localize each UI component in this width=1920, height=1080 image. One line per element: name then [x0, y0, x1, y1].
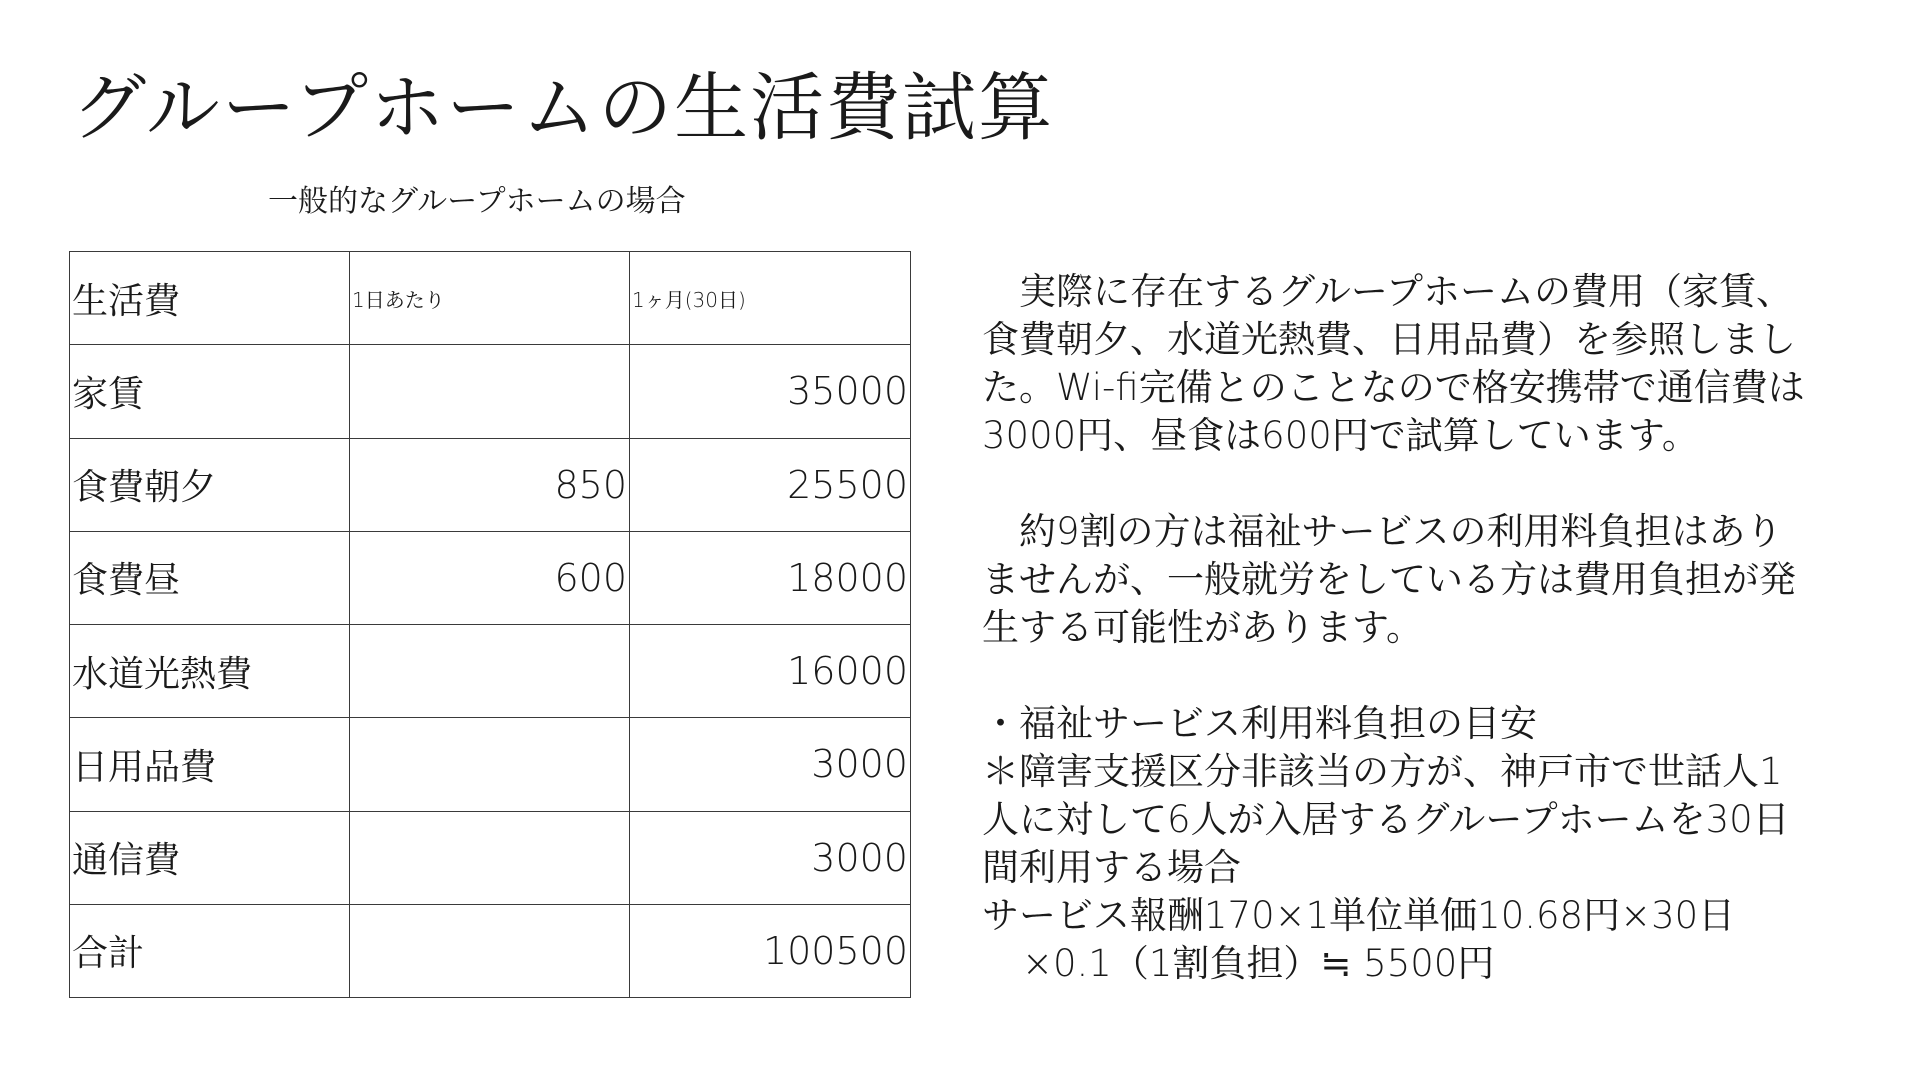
note-line: 実際に存在するグループホームの費用（家賃、 — [982, 270, 1794, 313]
note-line: ませんが、一般就労をしている方は費用負担が発 — [982, 558, 1796, 601]
cell-per-day — [350, 811, 630, 904]
note-line: 生する可能性があります。 — [982, 606, 1424, 649]
cell-per-month: 35000 — [630, 345, 911, 438]
page-subtitle: 一般的なグループホームの場合 — [268, 184, 686, 219]
cell-per-day: 600 — [350, 531, 630, 624]
cell-item: 通信費 — [70, 811, 350, 904]
cell-item: 水道光熱費 — [70, 625, 350, 718]
note-line: サービス報酬170×1単位単価10.68円×30日 — [982, 894, 1736, 937]
note-line: ＊障害支援区分非該当の方が、神戸市で世話人1 — [982, 750, 1783, 793]
note-line: ・福祉サービス利用料負担の目安 — [982, 702, 1537, 745]
table-row-utilities — [70, 625, 911, 718]
table-row-food-breakfast-dinner — [70, 438, 911, 531]
header-per-day: 1日あたり — [350, 252, 630, 345]
table-row-communication — [70, 811, 911, 904]
cell-per-month: 18000 — [630, 531, 911, 624]
table-row-food-lunch — [70, 531, 911, 624]
table-header-row — [70, 252, 911, 345]
cell-per-month: 16000 — [630, 625, 911, 718]
cell-item: 食費朝夕 — [70, 438, 350, 531]
paragraph-spacer — [982, 652, 1882, 700]
cell-per-day — [350, 345, 630, 438]
cell-per-month: 3000 — [630, 811, 911, 904]
cell-per-day: 850 — [350, 438, 630, 531]
explanation-notes — [982, 268, 1882, 988]
cell-item: 家賃 — [70, 345, 350, 438]
note-line: 間利用する場合 — [982, 846, 1241, 889]
header-living-cost: 生活費 — [70, 252, 350, 345]
living-cost-table — [69, 251, 911, 998]
cell-per-month: 3000 — [630, 718, 911, 811]
cell-per-day — [350, 904, 630, 997]
table-row-rent — [70, 345, 911, 438]
cell-per-month: 25500 — [630, 438, 911, 531]
note-line: ×0.1（1割負担）≒ 5500円 — [1022, 942, 1495, 985]
cell-per-month: 100500 — [630, 904, 911, 997]
note-line: た。Wi-fi完備とのことなので格安携帯で通信費は — [982, 366, 1805, 409]
cell-per-day — [350, 625, 630, 718]
cell-item: 食費昼 — [70, 531, 350, 624]
header-per-month: 1ヶ月(30日) — [630, 252, 911, 345]
note-line: 約9割の方は福祉サービスの利用料負担はあり — [982, 510, 1783, 553]
table-row-daily-goods — [70, 718, 911, 811]
note-line: 食費朝夕、水道光熱費、日用品費）を参照しまし — [982, 318, 1796, 361]
paragraph-spacer — [982, 460, 1882, 508]
table-row-total — [70, 904, 911, 997]
note-line: 3000円、昼食は600円で試算しています。 — [982, 414, 1699, 457]
note-line: 人に対して6人が入居するグループホームを30日 — [982, 798, 1790, 841]
cell-item: 合計 — [70, 904, 350, 997]
cell-item: 日用品費 — [70, 718, 350, 811]
cell-per-day — [350, 718, 630, 811]
page-title: グループホームの生活費試算 — [72, 65, 1055, 151]
